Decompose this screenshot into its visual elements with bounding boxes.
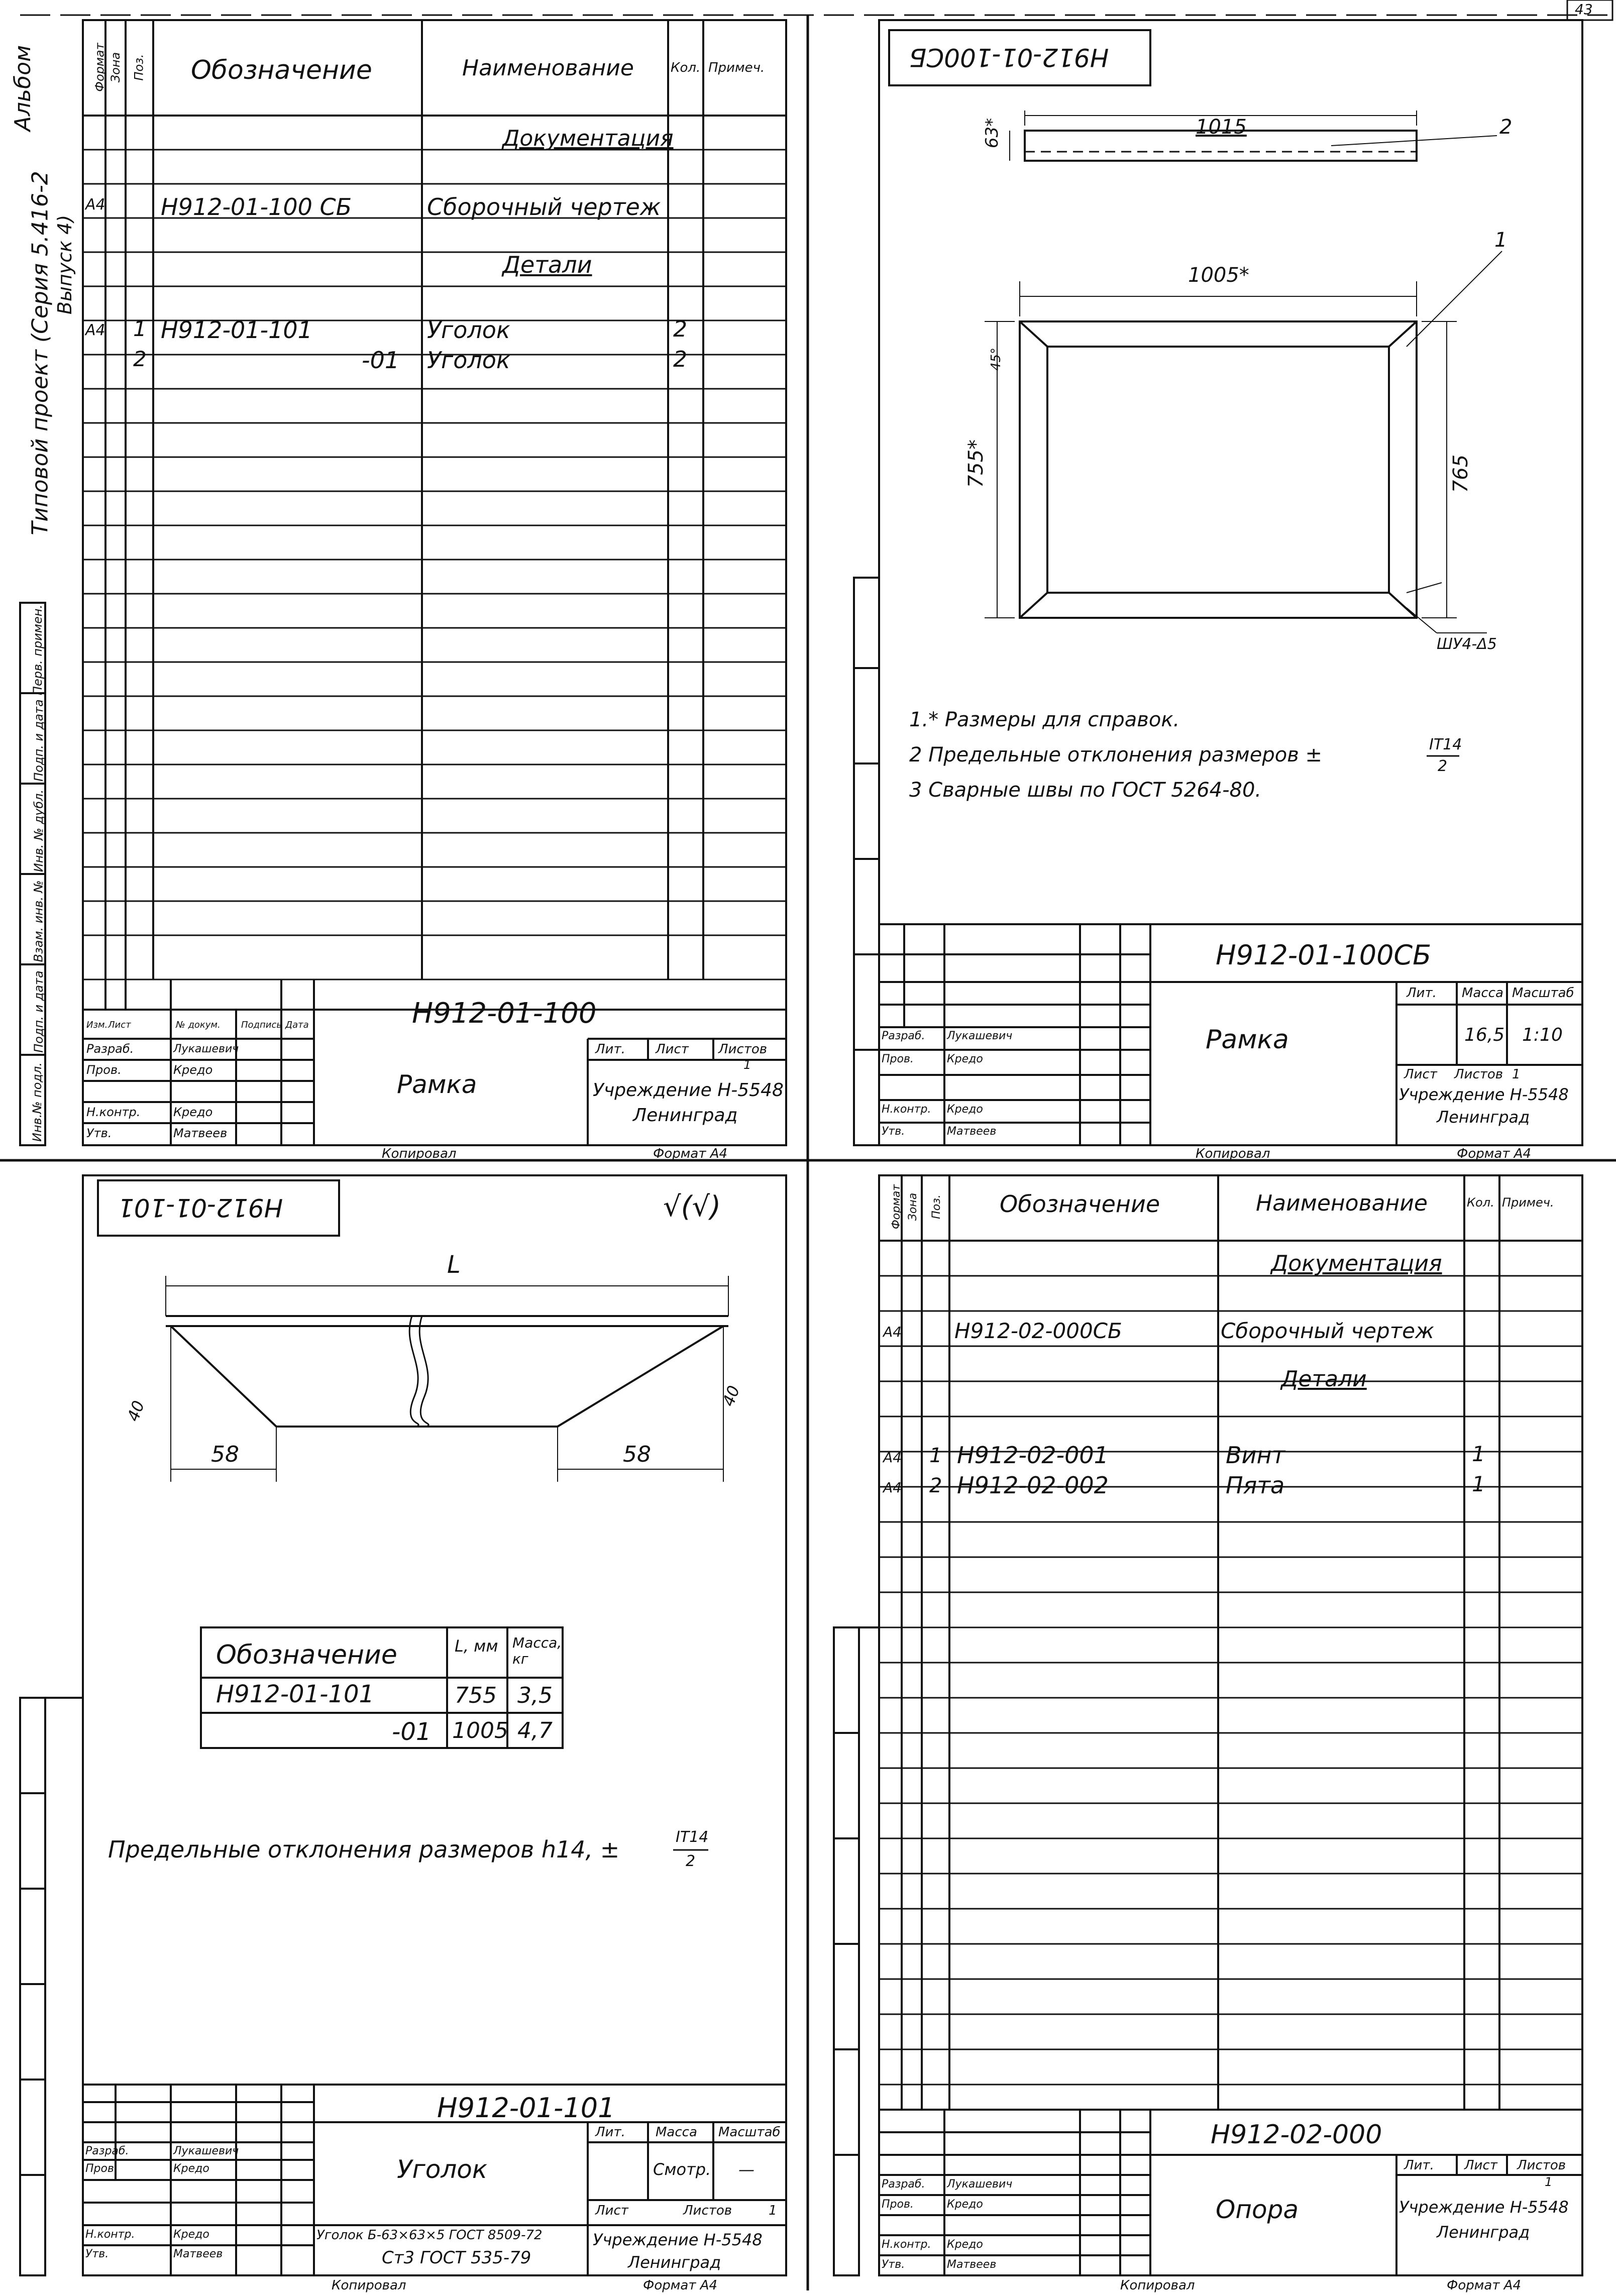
drawing1-dim-height: 63* — [982, 118, 1003, 149]
spec1-role-2: Пров. — [86, 1063, 122, 1077]
spec1-row4-designation: Н912-01-101 — [161, 316, 312, 344]
drawing2-role-2: Пров. — [85, 2162, 118, 2175]
drawing2-table-h-length: L, мм — [455, 1636, 498, 1656]
spec1-hdr-doc: № докум. — [176, 1020, 221, 1030]
drawing1-note-1: 1.* Размеры для справок. — [909, 708, 1180, 731]
spec1-row-docs: Документация — [502, 126, 674, 151]
drawing2-sheet-label: Лист — [595, 2203, 628, 2218]
series-label: Типовой проект (Серия 5.416-2 — [27, 171, 53, 535]
drawing1-tol-den: 2 — [1438, 757, 1448, 775]
album-label: Альбом — [10, 45, 36, 132]
drawing1-mass-label: Масса — [1462, 986, 1503, 1001]
side-col-2: Подп. и дата — [31, 970, 46, 1053]
spec2-org1: Учреждение Н-5548 — [1399, 2198, 1569, 2217]
spec2-role-4: Утв. — [882, 2258, 905, 2271]
drawing2-mirrored-stamp: Н912-01-101 — [118, 1193, 283, 1222]
side-col-1: Инв.№ подл. — [30, 1062, 44, 1142]
spec2-row4-name: Винт — [1226, 1442, 1285, 1469]
side-col-3: Взам. инв. № — [31, 880, 46, 962]
drawing2-role-3: Н.контр. — [85, 2228, 135, 2241]
drawing2-table-r1-length: 755 — [455, 1683, 497, 1708]
spec1-person-3: Кредо — [173, 1105, 213, 1119]
spec1-row4-pos: 1 — [133, 316, 147, 341]
spec1-h-name: Наименование — [462, 55, 634, 81]
drawing2-dim-length: L — [447, 1251, 461, 1279]
drawing2-scale-label: Масштаб — [718, 2125, 781, 2140]
drawing2-sheets-value: 1 — [769, 2203, 777, 2218]
drawing1-lit-label: Лит. — [1407, 986, 1437, 1001]
spec1-row5-qty: 2 — [673, 347, 687, 372]
drawing1-person-1: Лукашевич — [947, 1030, 1013, 1042]
drawing1-name: Рамка — [1206, 1025, 1289, 1055]
spec1-row4-name: Уголок — [427, 316, 510, 344]
spec1-row-parts: Детали — [502, 251, 592, 278]
drawing2-org2: Ленинград — [628, 2253, 721, 2272]
drawing1-scale-label: Масштаб — [1512, 986, 1574, 1001]
spec2-role-2: Пров. — [882, 2198, 914, 2211]
spec2-h-format: Формат — [890, 1184, 903, 1230]
drawing1-org1: Учреждение Н-5548 — [1399, 1085, 1569, 1104]
spec2-name: Опора — [1216, 2195, 1299, 2224]
drawing2-angle-right: 40 — [718, 1383, 744, 1409]
spec1-hdr-izm: Изм. — [86, 1020, 108, 1030]
spec1-format: Формат А4 — [653, 1146, 728, 1161]
spec1-row4-qty: 2 — [673, 316, 687, 342]
spec2-copied: Копировал — [1120, 2278, 1195, 2293]
drawing1-role-3: Н.контр. — [882, 1103, 931, 1116]
spec1-hdr-date: Дата — [285, 1020, 309, 1030]
drawing1-code: Н912-01-100СБ — [1216, 939, 1432, 971]
drawing2-mass: Смотр. — [653, 2160, 711, 2179]
spec1-h-note: Примеч. — [708, 60, 765, 75]
drawing1-callout-2: 2 — [1499, 116, 1513, 139]
drawing2-tol-den: 2 — [686, 1852, 696, 1870]
drawing1-person-4: Матвеев — [947, 1125, 997, 1138]
spec2-row2-format: А4 — [883, 1324, 902, 1340]
drawing1-note-2: 2 Предельные отклонения размеров ± — [909, 743, 1322, 767]
spec2-h-qty: Кол. — [1467, 1195, 1494, 1210]
side-col-5: Подп. и дата — [31, 699, 46, 782]
drawing1-sheet-label: Лист — [1404, 1067, 1437, 1082]
drawing1-dim-left: 755* — [964, 439, 988, 488]
spec2-person-4: Матвеев — [947, 2258, 997, 2271]
spec1-h-format: Формат — [92, 43, 107, 92]
drawing1-sheets-value: 1 — [1512, 1067, 1521, 1082]
spec1-name: Рамка — [397, 1070, 477, 1099]
drawing2-name: Уголок — [397, 2155, 488, 2184]
spec1-row4-format: А4 — [85, 321, 105, 339]
spec1-person-2: Кредо — [173, 1063, 213, 1077]
drawing1-mass: 16,5 — [1464, 1025, 1505, 1045]
drawing1-weld: ШУ4-Δ5 — [1437, 635, 1497, 653]
spec1-role-1: Разраб. — [86, 1042, 134, 1056]
spec2-row5-name: Пята — [1226, 1472, 1285, 1499]
spec2-h-designation: Обозначение — [1000, 1190, 1160, 1218]
spec2-row4-format: А4 — [883, 1449, 902, 1466]
spec1-role-4: Утв. — [86, 1126, 112, 1140]
drawing1-role-2: Пров. — [882, 1053, 914, 1065]
spec2-row5-qty: 1 — [1472, 1472, 1485, 1496]
spec2-code: Н912-02-000 — [1211, 2120, 1382, 2150]
drawing1-dim-corner: 45° — [989, 347, 1004, 371]
spec2-h-zone: Зона — [907, 1192, 920, 1221]
drawing2-format: Формат А4 — [643, 2278, 718, 2293]
spec1-code: Н912-01-100 — [412, 997, 597, 1030]
drawing2-sheets-label: Листов — [683, 2203, 732, 2218]
drawing2-scale: — — [738, 2160, 755, 2179]
drawing1-org2: Ленинград — [1437, 1108, 1530, 1127]
spec2-row4-pos: 1 — [929, 1444, 942, 1467]
spec2-row5-designation: Н912-02-002 — [957, 1472, 1109, 1499]
spec2-lit-label: Лит. — [1404, 2158, 1434, 2173]
spec1-row2-name: Сборочный чертеж — [427, 193, 661, 221]
drawing2-role-4: Утв. — [85, 2248, 109, 2260]
drawing2-lit-label: Лит. — [595, 2125, 625, 2140]
spec2-sheets-value: 1 — [1545, 2175, 1553, 2189]
spec1-org1: Учреждение Н-5548 — [593, 1080, 784, 1101]
spec2-row4-designation: Н912-02-001 — [957, 1442, 1109, 1469]
drawing2-table-r2-length: 1005 — [452, 1718, 508, 1743]
spec2-format: Формат А4 — [1447, 2278, 1522, 2293]
spec1-sheet-label: Лист — [656, 1042, 689, 1057]
spec1-h-zone: Зона — [109, 52, 123, 83]
spec1-sheets-value: 1 — [743, 1058, 751, 1072]
drawing2-material-bottom: Ст3 ГОСТ 535-79 — [382, 2248, 531, 2268]
spec1-row5-pos: 2 — [133, 347, 147, 371]
drawing2-roughness: √(√) — [663, 1190, 721, 1223]
spec1-row2-format: А4 — [85, 196, 105, 213]
drawing1-callout-1: 1 — [1494, 229, 1507, 252]
spec1-row5-designation: -01 — [362, 347, 400, 374]
drawing2-mass-label: Масса — [656, 2125, 697, 2140]
drawing1-role-4: Утв. — [882, 1125, 905, 1138]
drawing2-table-r1-mass: 3,5 — [517, 1683, 553, 1708]
spec2-role-3: Н.контр. — [882, 2238, 931, 2251]
spec2-row5-format: А4 — [883, 1479, 902, 1496]
spec1-h-designation: Обозначение — [191, 55, 372, 85]
side-col-6: Перв. примен. — [31, 604, 45, 696]
spec1-hdr-sign: Подпись — [241, 1020, 282, 1030]
drawing2-material-top: Уголок Б-63×63×5 ГОСТ 8509-72 — [316, 2228, 543, 2243]
drawing1-person-3: Кредо — [947, 1103, 983, 1116]
spec1-role-3: Н.контр. — [86, 1105, 141, 1119]
spec1-copied: Копировал — [382, 1146, 457, 1161]
drawing2-person-4: Матвеев — [173, 2248, 223, 2260]
spec1-h-qty: Кол. — [671, 60, 701, 75]
spec2-h-name: Наименование — [1256, 1190, 1428, 1216]
spec2-row-parts: Детали — [1281, 1366, 1367, 1392]
side-col-4: Инв. № дубл. — [32, 789, 46, 872]
drawing2-tol-num: IT14 — [676, 1828, 709, 1846]
spec2-org2: Ленинград — [1437, 2223, 1530, 2242]
spec2-row4-qty: 1 — [1472, 1442, 1485, 1466]
drawing2-table-r2-mass: 4,7 — [517, 1718, 553, 1743]
drawing1-copied: Копировал — [1196, 1146, 1270, 1161]
spec1-row5-name: Уголок — [427, 347, 510, 374]
drawing1-dim-length: 1015 — [1196, 116, 1247, 139]
drawing2-copied: Копировал — [332, 2278, 406, 2293]
drawing1-person-2: Кредо — [947, 1053, 983, 1065]
spec1-person-1: Лукашевич — [173, 1043, 239, 1055]
drawing2-person-2: Кредо — [173, 2162, 209, 2175]
drawing2-role-1: Разраб. — [85, 2145, 129, 2157]
drawing2-person-3: Кредо — [173, 2228, 209, 2241]
spec2-person-1: Лукашевич — [947, 2178, 1013, 2191]
spec2-person-2: Кредо — [947, 2198, 983, 2211]
spec2-h-pos: Поз. — [930, 1194, 943, 1219]
drawing2-table-r1-designation: Н912-01-101 — [216, 1680, 375, 1708]
spec2-row-docs: Документация — [1271, 1251, 1442, 1276]
drawing2-table-h-designation: Обозначение — [216, 1640, 397, 1670]
drawing2-table-h-mass: Масса, кг — [512, 1634, 562, 1667]
issue-label: Выпуск 4) — [54, 214, 76, 315]
spec1-org2: Ленинград — [633, 1105, 738, 1126]
drawing1-note-3: 3 Сварные швы по ГОСТ 5264-80. — [909, 779, 1262, 802]
drawing2-angle-left: 40 — [123, 1398, 149, 1424]
spec2-sheet-label: Лист — [1464, 2158, 1497, 2173]
spec1-h-pos: Поз. — [132, 54, 146, 81]
drawing2-table-r2-designation: -01 — [392, 1718, 432, 1746]
drawing2-person-1: Лукашевич — [173, 2145, 239, 2157]
spec1-hdr-list: Лист — [108, 1020, 131, 1030]
drawing1-format: Формат А4 — [1457, 1146, 1532, 1161]
drawing2-dim-left: 58 — [211, 1442, 239, 1467]
spec1-row2-designation: Н912-01-100 СБ — [161, 193, 352, 221]
spec2-sheets-label: Листов — [1517, 2158, 1566, 2173]
drawing1-dim-right: 765 — [1449, 454, 1473, 493]
spec1-sheets-label: Листов — [718, 1042, 768, 1057]
drawing2-dim-right: 58 — [623, 1442, 651, 1467]
page-number: 43 — [1575, 1, 1593, 18]
drawing2-org1: Учреждение Н-5548 — [593, 2230, 763, 2249]
drawing1-dim-inner: 1005* — [1188, 264, 1249, 287]
spec2-row5-pos: 2 — [929, 1474, 942, 1497]
drawing1-mirrored-stamp: Н912-01-100СБ — [909, 43, 1109, 72]
drawing1-scale: 1:10 — [1522, 1025, 1563, 1045]
spec2-row2-name: Сборочный чертеж — [1221, 1319, 1434, 1343]
spec2-person-3: Кредо — [947, 2238, 983, 2251]
drawing1-sheets-label: Листов — [1454, 1067, 1503, 1082]
drawing1-role-1: Разраб. — [882, 1030, 925, 1042]
spec1-person-4: Матвеев — [173, 1126, 228, 1140]
spec2-h-note: Примеч. — [1502, 1195, 1554, 1210]
spec2-row2-designation: Н912-02-000СБ — [954, 1319, 1122, 1343]
drawing2-code: Н912-01-101 — [437, 2092, 615, 2124]
spec1-lit-label: Лит. — [595, 1042, 625, 1057]
drawing2-note: Предельные отклонения размеров h14, ± — [108, 1836, 620, 1863]
drawing1-tol-num: IT14 — [1429, 736, 1462, 753]
spec2-role-1: Разраб. — [882, 2178, 925, 2191]
